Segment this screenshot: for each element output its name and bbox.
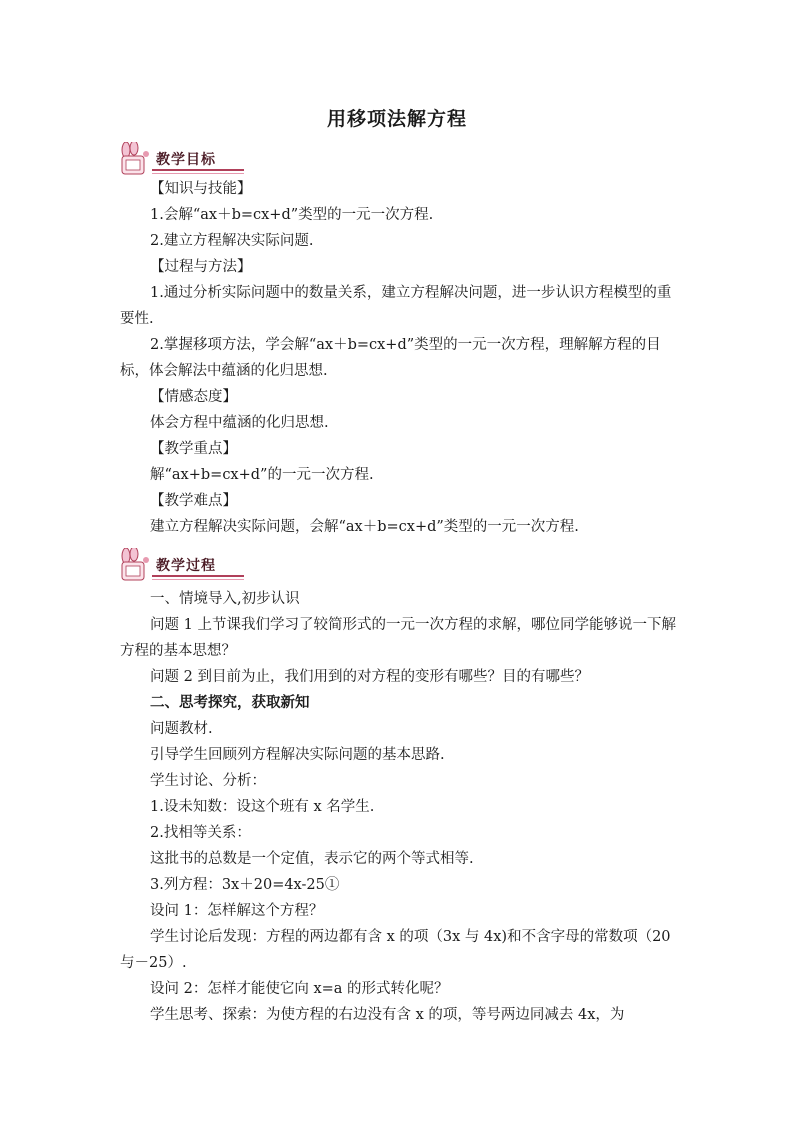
paragraph: 解“ax+b=cx+d”的一元一次方程.: [150, 467, 374, 483]
subheading-key-points: 【教学重点】: [150, 441, 237, 457]
paragraph: 体会方程中蕴涵的化归思想.: [150, 415, 329, 431]
paragraph: 问题 2 到目前为止，我们用到的对方程的变形有哪些？目的有哪些？: [150, 669, 589, 685]
paragraph: 问题教材.: [150, 721, 213, 737]
section-title-process: 教学过程: [156, 558, 216, 574]
section-title-goals: 教学目标: [156, 152, 216, 168]
subheading-attitude: 【情感态度】: [150, 389, 237, 405]
paragraph: 设问 2：怎样才能使它向 x=a 的形式转化呢？: [150, 981, 449, 997]
paragraph: 学生讨论后发现：方程的两边都有含 x 的项（3x 与 4x)和不含字母的常数项（20 与－25）.: [120, 929, 671, 971]
paragraph: 这批书的总数是一个定值，表示它的两个等式相等.: [150, 851, 474, 867]
paragraph: 1.会解“ax＋b=cx+d”类型的一元一次方程.: [150, 207, 434, 223]
part-heading: 二、思考探究，获取新知: [150, 694, 310, 711]
section-spacer: [120, 540, 676, 586]
paragraph: 2.建立方程解决实际问题.: [150, 233, 314, 249]
paragraph: 建立方程解决实际问题，会解“ax＋b=cx+d”类型的一元一次方程.: [150, 519, 579, 535]
subheading-knowledge: 【知识与技能】: [150, 181, 252, 197]
section-badge-goals: [116, 142, 244, 176]
page-title: 用移项法解方程: [326, 108, 467, 130]
subheading-difficult-points: 【教学难点】: [150, 493, 237, 509]
decorative-bunny-icon: [116, 142, 156, 176]
paragraph: 1.通过分析实际问题中的数量关系，建立方程解决问题，进一步认识方程模型的重要性.: [120, 285, 672, 327]
section-underline: [152, 169, 244, 171]
document-body: [120, 176, 676, 1028]
equation: 3.列方程：3x＋20=4x-25①: [150, 877, 340, 893]
paragraph: 学生思考、探索：为使方程的右边没有含 x 的项，等号两边同减去 4x，为: [150, 1007, 625, 1023]
paragraph: 2.找相等关系：: [150, 825, 251, 841]
paragraph: 2.掌握移项方法，学会解“ax＋b=cx+d”类型的一元一次方程，理解解方程的目标，体会解法中蕴涵的化归思想.: [120, 337, 661, 379]
paragraph: 设问 1：怎样解这个方程？: [150, 903, 324, 919]
paragraph: 引导学生回顾列方程解决实际问题的基本思路.: [150, 747, 445, 763]
subheading-process-method: 【过程与方法】: [150, 259, 252, 275]
paragraph: 学生讨论、分析：: [150, 773, 266, 789]
paragraph: 问题 1 上节课我们学习了较简形式的一元一次方程的求解，哪位同学能够说一下解方程的基本思想？: [120, 617, 676, 659]
paragraph: 1.设未知数：设这个班有 x 名学生.: [150, 799, 375, 815]
section-underline-light: [152, 173, 244, 174]
part-heading: 一、情境导入,初步认识: [150, 591, 300, 607]
